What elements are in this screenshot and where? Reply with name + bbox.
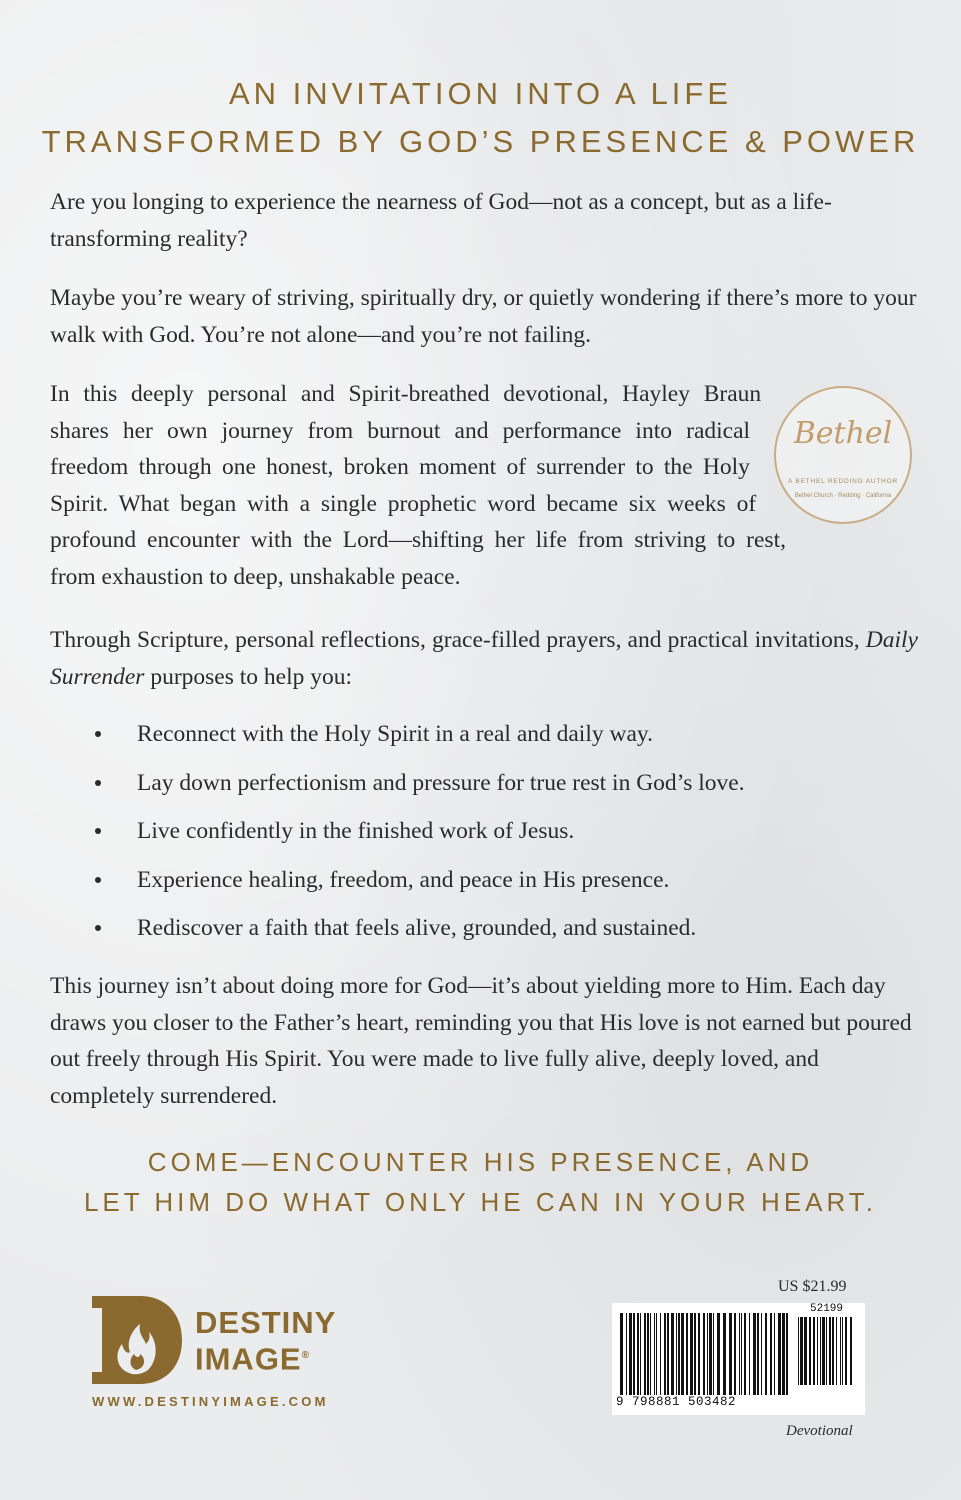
publisher-url: WWW.DESTINYIMAGE.COM xyxy=(92,1394,329,1409)
barcode-bar xyxy=(644,1313,646,1395)
barcode-bar xyxy=(749,1313,750,1395)
barcode-bar xyxy=(804,1317,807,1385)
supplement-digits: 52199 xyxy=(810,1303,844,1315)
barcode-bar xyxy=(633,1313,635,1395)
author-paragraph xyxy=(50,376,918,595)
barcode-bar xyxy=(753,1313,756,1395)
barcode-bar xyxy=(637,1313,639,1395)
barcode-bar xyxy=(850,1317,852,1385)
barcode-bar xyxy=(770,1313,772,1395)
barcode-bar xyxy=(703,1313,705,1395)
barcode-bar xyxy=(686,1313,688,1395)
barcode-bar xyxy=(629,1313,632,1395)
purpose-text-start: Through Scripture, personal reflections, grace-filled prayers, and practical invitations, xyxy=(50,627,866,653)
barcode-bar xyxy=(690,1313,693,1395)
barcode-bar xyxy=(774,1313,775,1395)
bethel-seal-circle xyxy=(774,386,912,524)
barcode-bar xyxy=(845,1317,847,1385)
barcode-bar xyxy=(829,1317,831,1385)
author-paragraph-text: In this deeply personal and Spirit-breathed devotional, Hayley Braun shares her own journey from burnout and performance into radical freedom through one honest, broken moment of surrender to the Holy Spirit. What began with a single prophetic word became six weeks of profound encounter with the Lord—shifting her life from striving to rest, from exhaustion to deep, unshakable peace. xyxy=(50,381,786,590)
list-item xyxy=(92,763,892,812)
list-item xyxy=(92,811,892,860)
barcode-bar xyxy=(676,1313,677,1395)
barcode-bar xyxy=(656,1313,657,1395)
barcode-bar xyxy=(800,1317,803,1385)
barcode-bar xyxy=(809,1317,811,1385)
list-item-text: Rediscover a faith that feels alive, grounded, and sustained. xyxy=(137,915,697,941)
barcode-bar xyxy=(647,1313,649,1395)
bullet-dot-icon xyxy=(95,828,101,834)
book-title: Daily Surrender xyxy=(50,627,918,690)
bullet-dot-icon xyxy=(95,877,101,883)
bethel-seal-title: A BETHEL REDDING AUTHOR xyxy=(788,478,898,485)
barcode-bar xyxy=(678,1313,680,1395)
barcode-bar xyxy=(654,1313,655,1395)
bullet-dot-icon xyxy=(95,925,101,931)
purpose-paragraph xyxy=(50,622,918,695)
barcode-bar xyxy=(660,1313,661,1395)
barcode-bar xyxy=(713,1313,714,1395)
headline-top-line-2: TRANSFORMED BY GOD’S PRESENCE & POWER xyxy=(41,124,920,159)
barcode-bar xyxy=(723,1313,726,1395)
destiny-image-d-flame-icon xyxy=(92,1296,182,1384)
barcode-bar xyxy=(734,1313,736,1395)
isbn-digits: 9 798881 503482 xyxy=(616,1395,737,1409)
publisher-name-image: IMAGE xyxy=(195,1341,302,1377)
bethel-seal-location: Bethel Church · Redding · California xyxy=(794,493,892,499)
publisher-logo xyxy=(92,1296,382,1416)
barcode-bar xyxy=(694,1313,696,1395)
barcode-bar xyxy=(698,1313,700,1395)
barcode-bar xyxy=(836,1317,837,1385)
barcode-bar xyxy=(667,1313,669,1395)
barcode-bar xyxy=(786,1313,788,1395)
barcode-bar xyxy=(707,1313,708,1395)
list-item-text: Experience healing, freedom, and peace in His presence. xyxy=(137,866,670,893)
bethel-seal xyxy=(768,382,918,532)
publisher-name-line-2 xyxy=(195,1339,336,1375)
barcode-bar xyxy=(782,1313,785,1395)
barcode-bar xyxy=(640,1313,641,1395)
barcode-bar xyxy=(671,1313,674,1395)
benefits-list xyxy=(92,714,892,957)
headline-bottom-line-2: LET HIM DO WHAT ONLY HE CAN IN YOUR HEART. xyxy=(83,1187,878,1217)
barcode-bar xyxy=(741,1313,742,1395)
category-label: Devotional xyxy=(786,1423,853,1439)
barcode-bar xyxy=(709,1313,712,1395)
bethel-seal-script: Bethel xyxy=(793,416,893,451)
headline-bottom-line-1: COME—ENCOUNTER HIS PRESENCE, AND xyxy=(147,1147,814,1177)
trademark-symbol: ® xyxy=(301,1350,310,1361)
barcode-bar xyxy=(681,1313,684,1395)
barcode-main-bars xyxy=(620,1313,792,1395)
barcode-bar xyxy=(620,1313,623,1395)
barcode-bar xyxy=(842,1317,843,1385)
closing-paragraph: This journey isn’t about doing more for God—it’s about yielding more to Him. Each day draws you closer to the Father’s heart, reminding you that His love is not earned but poured out freely through His Spirit. You were made to live fully alive, deeply loved, and completely surrendered. xyxy=(50,973,912,1109)
bullet-dot-icon xyxy=(95,780,101,786)
headline-bottom xyxy=(0,1142,961,1222)
barcode-bar xyxy=(757,1313,759,1395)
barcode-bar xyxy=(739,1313,740,1395)
barcode-bar xyxy=(822,1317,825,1385)
purpose-text-end: purposes to help you: xyxy=(144,663,353,690)
barcode-bar xyxy=(840,1317,841,1385)
barcode-bar xyxy=(664,1313,666,1395)
intro-paragraph: Are you longing to experience the nearness of God—not as a concept, but as a life-transforming reality? xyxy=(50,189,832,252)
list-item xyxy=(92,908,892,957)
barcode-bar xyxy=(820,1317,821,1385)
list-item-text: Reconnect with the Holy Spirit in a real and daily way. xyxy=(137,721,653,747)
list-item-text: Live confidently in the finished work of Jesus. xyxy=(137,818,575,844)
barcode-bar xyxy=(813,1317,815,1385)
headline-top-line-1: AN INVITATION INTO A LIFE xyxy=(228,76,733,111)
headline-top xyxy=(0,70,961,166)
barcode-bar xyxy=(744,1313,746,1395)
barcode-bar xyxy=(761,1313,762,1395)
list-item xyxy=(92,714,892,763)
weary-paragraph: Maybe you’re weary of striving, spiritually dry, or quietly wondering if there’s more to your walk with God. You’re not alone—and you’re not failing. xyxy=(50,285,917,348)
barcode-bar xyxy=(729,1313,732,1395)
list-item xyxy=(92,860,892,909)
barcode-bar xyxy=(826,1317,827,1385)
barcode-bar xyxy=(650,1313,651,1395)
barcode-bar xyxy=(817,1317,818,1385)
barcode-bar xyxy=(798,1317,799,1385)
barcode-bar xyxy=(832,1317,834,1385)
barcode-supplement-bars xyxy=(798,1317,856,1399)
isbn-barcode xyxy=(612,1303,865,1415)
publisher-name xyxy=(195,1306,336,1375)
list-item-text: Lay down perfectionism and pressure for true rest in God’s love. xyxy=(137,769,745,796)
barcode-bar xyxy=(765,1313,767,1395)
barcode-bar xyxy=(626,1313,627,1395)
price-label: US $21.99 xyxy=(778,1278,847,1295)
barcode-bar xyxy=(778,1313,781,1395)
bullet-dot-icon xyxy=(95,731,101,737)
publisher-name-line-1: DESTINY xyxy=(195,1305,337,1340)
barcode-bar xyxy=(717,1313,720,1395)
